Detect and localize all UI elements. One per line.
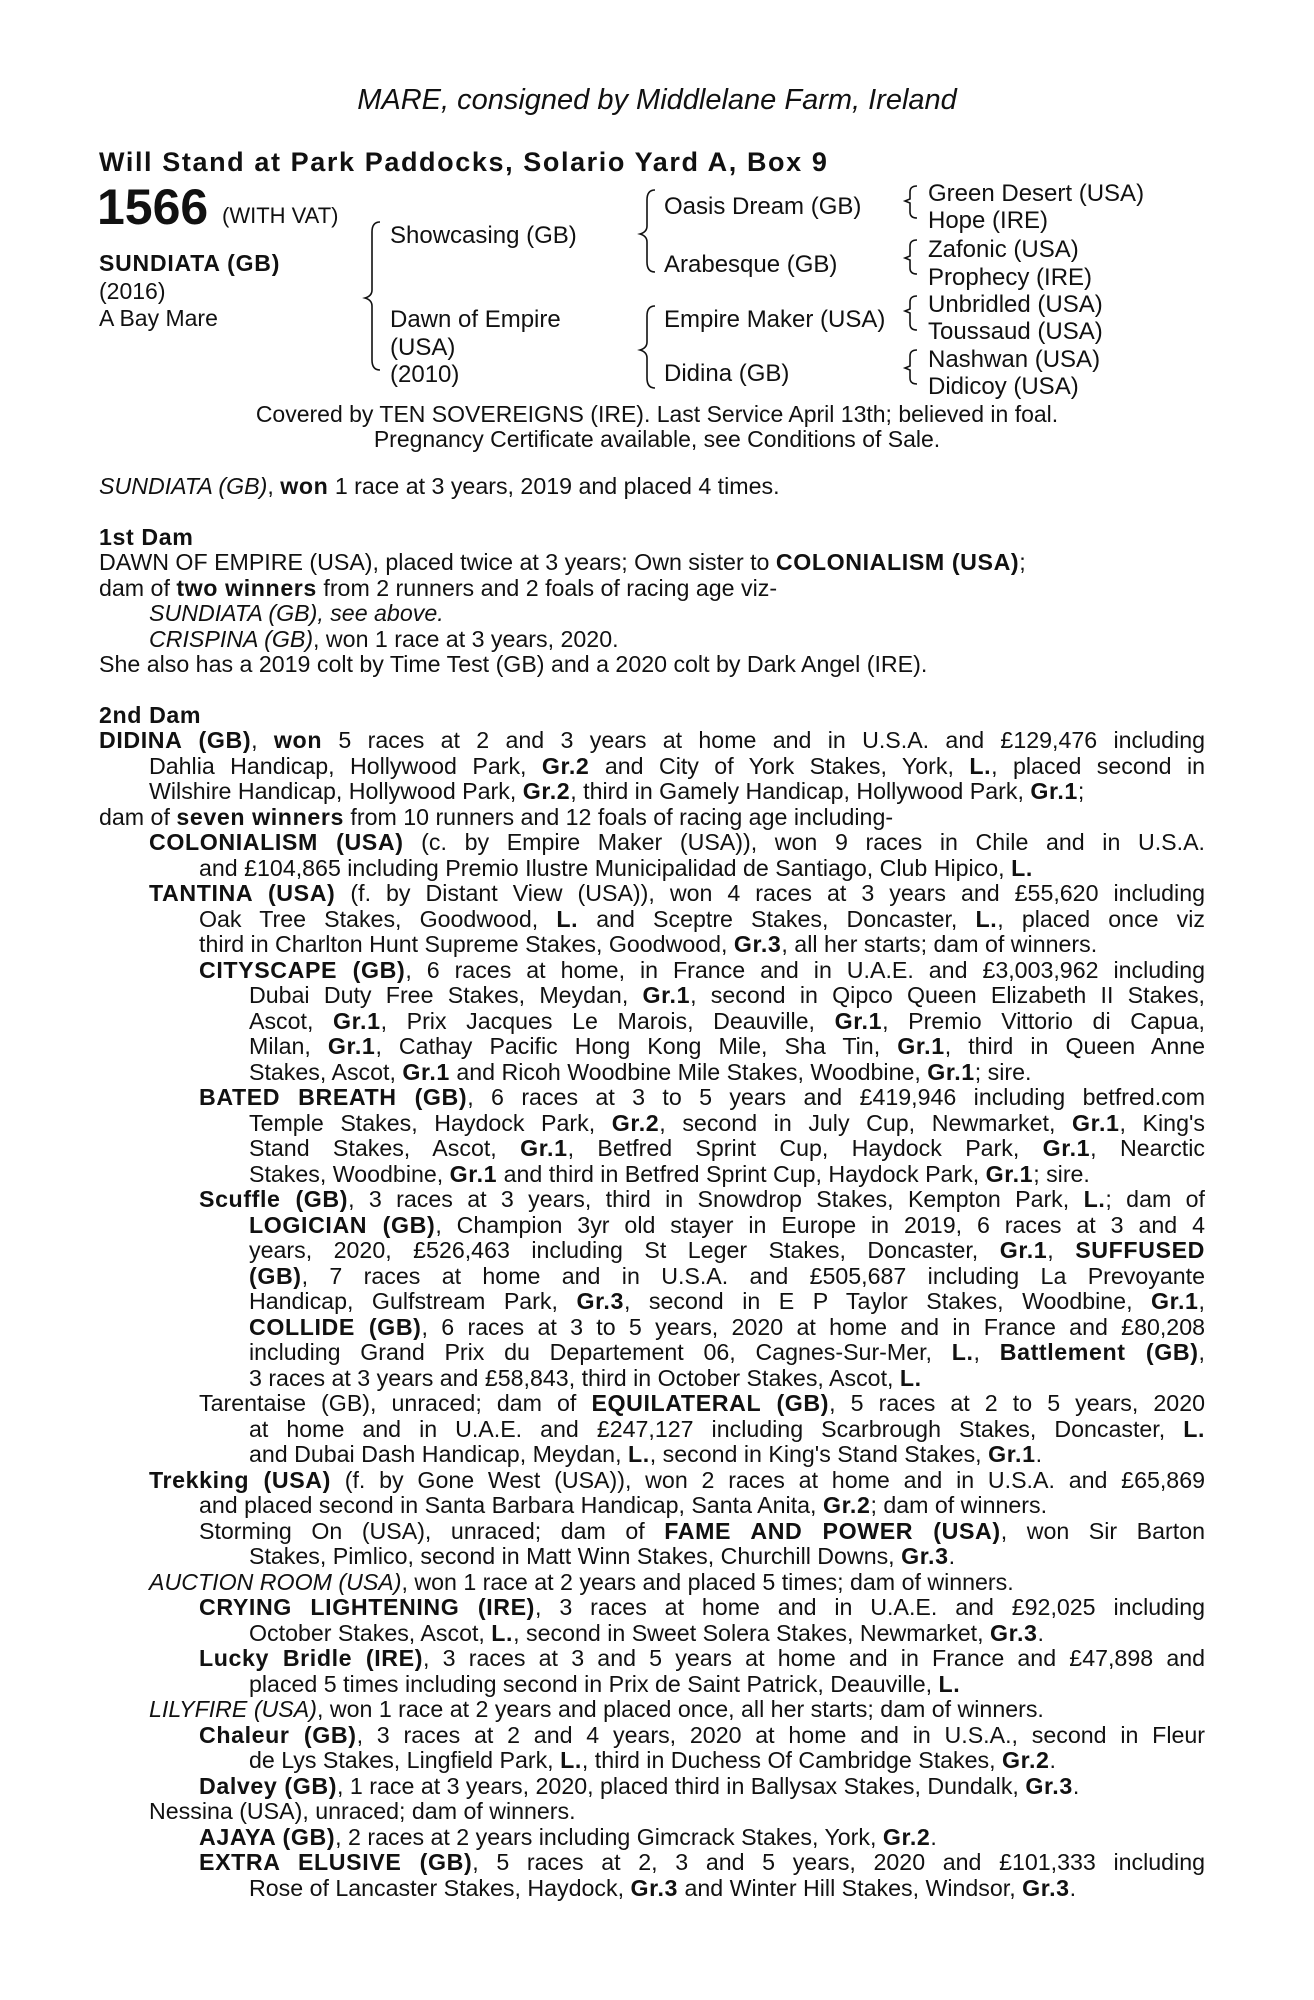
record-text: , Prix Jacques Le Marois, Deauville,: [380, 1007, 835, 1034]
record-line: [99, 550, 1205, 576]
record-line: [99, 1825, 1205, 1851]
record-text: Stand Stakes, Ascot,: [249, 1135, 521, 1161]
record-text: COLLIDE (GB): [249, 1313, 422, 1340]
lot-number: 1566: [97, 179, 209, 235]
record-text: Storming On (USA), unraced; dam of: [199, 1517, 665, 1544]
record-text: Stakes, Woodbine,: [249, 1160, 450, 1187]
record-text: , placed once viz: [997, 905, 1206, 932]
pedigree-g7: Nashwan (USA): [928, 346, 1101, 373]
record-line: [99, 1085, 1205, 1111]
record-text: L.: [899, 1364, 922, 1391]
record-text: ;: [1077, 778, 1085, 804]
record-text: .: [1069, 1874, 1077, 1901]
horse-name: SUNDIATA (GB): [99, 250, 281, 276]
record-line: [99, 1697, 1205, 1723]
record-text: and placed second in Santa Barbara Handicap, Santa Anita,: [199, 1492, 823, 1518]
record-text: including Grand Prix du Departement 06, Cagnes-Sur-Mer,: [249, 1339, 952, 1365]
pedigree-g2: Hope (IRE): [928, 207, 1049, 234]
record-text: , 7 races at home and in U.S.A. and £505,687 including La Prevoyante: [301, 1262, 1205, 1289]
record-text: won: [273, 727, 323, 753]
record-text: Gr.1: [333, 1007, 381, 1034]
record-text: , third in Duchess Of Cambridge Stakes,: [581, 1747, 1003, 1773]
record-text: and £104,865 including Premio Ilustre Municipalidad de Santiago, Club Hipico,: [199, 854, 1012, 881]
record-text: (GB): [249, 1262, 302, 1289]
record-text: (f. by Distant View (USA)), won 4 races at 3 years and £55,620 including: [335, 880, 1206, 906]
record-line: [99, 1391, 1205, 1417]
record-text: , won 1 race at 2 years and placed 5 times; dam of winners.: [401, 1568, 1014, 1595]
record-line: [99, 1187, 1205, 1213]
record-line: [99, 1544, 1205, 1570]
record-text: Gr.3: [989, 1619, 1038, 1646]
pedigree-dam-dam: Didina (GB): [664, 360, 790, 387]
record-text: .: [930, 1823, 937, 1850]
pedigree-g5: Unbridled (USA): [928, 291, 1103, 318]
pedigree-sire-sire: Oasis Dream (GB): [664, 193, 862, 220]
record-text: AJAYA (GB): [199, 1823, 336, 1850]
record-text: COLONIALISM (USA): [775, 549, 1020, 575]
pedigree-g1: Green Desert (USA): [928, 180, 1145, 207]
record-text: and Dubai Dash Handicap, Meydan,: [249, 1441, 628, 1467]
record-line: [99, 1289, 1205, 1315]
record-text: She also has a 2019 colt by Time Test (GB) and a 2020 colt by Dark Angel (IRE).: [99, 651, 928, 677]
pedigree-g6: Toussaud (USA): [928, 318, 1103, 345]
record-text: Gr.1: [449, 1160, 498, 1187]
vat-note: (WITH VAT): [222, 203, 339, 228]
record-text: CRISPINA (GB): [149, 625, 314, 652]
record-text: SUNDIATA (GB): [149, 600, 318, 626]
record-text: , see above.: [317, 600, 444, 626]
record-text: L.: [1011, 854, 1033, 881]
record-text: and Sceptre Stakes, Doncaster,: [578, 905, 976, 932]
record-line: [99, 958, 1205, 984]
record-text: Gr.2: [822, 1492, 871, 1518]
record-text: Gr.3: [576, 1288, 624, 1314]
record-text: October Stakes, Ascot,: [249, 1619, 492, 1646]
horse-year: (2016): [99, 278, 166, 304]
record-line: [99, 1060, 1205, 1086]
record-line: [99, 1799, 1205, 1825]
record-text: Gr.1: [1042, 1135, 1091, 1161]
record-line: [99, 1213, 1205, 1239]
record-text: , third in Gamely Handicap, Hollywood Park,: [570, 778, 1031, 804]
pedigree-dam-line-1: Dawn of Empire: [390, 306, 561, 333]
record-text: , 3 races at 3 years, third in Snowdrop Stakes, Kempton Park,: [348, 1186, 1084, 1212]
record-text: placed 5 times including second in Prix de Saint Patrick, Deauville,: [249, 1670, 939, 1697]
record-text: , 2 races at 2 years including Gimcrack Stakes, York,: [335, 1823, 883, 1850]
record-line: [99, 1748, 1205, 1774]
stand-location: Will Stand at Park Paddocks, Solario Yard A, Box 9: [99, 147, 829, 177]
record-text: Gr.1: [985, 1160, 1034, 1187]
record-text: , 3 races at home and in U.A.E. and £92,025 including: [534, 1594, 1205, 1620]
pedigree-sire: Showcasing (GB): [390, 222, 577, 249]
record-text: Gr.1: [927, 1058, 975, 1085]
record-text: , won 1 race at 2 years and placed once, all her starts; dam of winners.: [316, 1696, 1044, 1722]
record-text: ,: [267, 473, 281, 499]
record-text: third in Charlton Hunt Supreme Stakes, Goodwood,: [199, 931, 734, 957]
record-line: [99, 779, 1205, 805]
pedigree-g8: Didicoy (USA): [928, 373, 1079, 400]
record-text: , 1 race at 3 years, 2020, placed third in Ballysax Stakes, Dundalk,: [337, 1772, 1026, 1799]
record-text: Gr.1: [520, 1135, 568, 1161]
record-text: Trekking (USA): [149, 1466, 331, 1493]
record-line: [99, 1774, 1205, 1800]
record-text: Gr.3: [733, 931, 782, 957]
record-text: at home and in U.A.E. and £247,127 including Scarbrough Stakes, Doncaster,: [249, 1415, 1184, 1442]
record-text: BATED BREATH (GB): [199, 1084, 468, 1110]
record-line: [99, 1519, 1205, 1545]
record-text: .: [948, 1543, 956, 1569]
pedigree-sire-dam: Arabesque (GB): [664, 251, 838, 278]
record-text: , Cathay Pacific Hong Kong Mile, Sha Tin,: [375, 1033, 898, 1059]
record-text: from 10 runners and 12 foals of racing age including-: [343, 803, 894, 830]
record-text: SUFFUSED: [1075, 1237, 1205, 1263]
record-text: ; dam of: [1105, 1186, 1205, 1212]
record-line: [99, 1850, 1205, 1876]
record-line: [99, 627, 1205, 653]
record-text: Gr.1: [1030, 778, 1078, 804]
record-text: Gr.2: [541, 752, 590, 779]
record-text: Milan,: [249, 1033, 328, 1059]
record-text: years, 2020, £526,463 including St Leger Stakes, Doncaster,: [249, 1237, 1000, 1263]
record-line: [99, 1009, 1205, 1035]
record-line: [99, 1876, 1205, 1902]
record-line: [99, 1238, 1205, 1264]
record-line: [99, 754, 1205, 780]
record-text: L.: [627, 1441, 650, 1467]
record-text: , 6 races at 3 to 5 years and £419,946 including betfred.com: [467, 1084, 1206, 1110]
pedigree-dam-line-3: (2010): [390, 361, 460, 388]
record-line: [99, 881, 1205, 907]
record-text: .: [1072, 1772, 1080, 1799]
record-text: .: [1035, 1441, 1043, 1467]
record-line: [99, 525, 1205, 551]
record-line: [99, 1570, 1205, 1596]
record-text: Rose of Lancaster Stakes, Haydock,: [249, 1874, 631, 1901]
record-text: LILYFIRE (USA): [149, 1696, 317, 1722]
record-text: , Premio Vittorio di Capua,: [882, 1007, 1205, 1034]
record-text: Stakes, Pimlico, second in Matt Winn Stakes, Churchill Downs,: [249, 1543, 902, 1569]
record-text: DIDINA (GB): [99, 727, 252, 753]
record-line: [99, 1034, 1205, 1060]
record-text: Gr.3: [1025, 1772, 1073, 1799]
record-text: Gr.2: [611, 1109, 660, 1136]
record-text: Scuffle (GB): [199, 1186, 349, 1212]
record-text: , placed second in: [991, 752, 1205, 779]
record-text: dam of: [99, 574, 177, 601]
spacer: [99, 678, 1205, 703]
record-line: [99, 1417, 1205, 1443]
record-text: Gr.3: [630, 1874, 679, 1901]
record-text: L.: [969, 752, 992, 779]
record-text: , 6 races at 3 to 5 years, 2020 at home and in France and £80,208: [421, 1313, 1205, 1340]
record-text: and Winter Hill Stakes, Windsor,: [678, 1874, 1023, 1901]
record-line: [99, 983, 1205, 1009]
record-line: [99, 474, 1205, 500]
record-text: L.: [491, 1619, 514, 1646]
record-line: [99, 652, 1205, 678]
record-text: won: [280, 473, 329, 499]
record-text: Gr.1: [1151, 1288, 1199, 1314]
record-line: [99, 805, 1205, 831]
record-text: Ascot,: [249, 1007, 334, 1034]
record-text: Dubai Duty Free Stakes, Meydan,: [249, 982, 643, 1008]
record-text: Gr.1: [988, 1441, 1036, 1467]
record-text: , all her starts; dam of winners.: [781, 931, 1098, 957]
record-text: , King's: [1119, 1109, 1205, 1136]
record-text: .: [1037, 1619, 1044, 1646]
record-line: [99, 728, 1205, 754]
record-line: [99, 1646, 1205, 1672]
record-text: LOGICIAN (GB): [249, 1211, 436, 1238]
record-line: [99, 1442, 1205, 1468]
record-line: [99, 1111, 1205, 1137]
record-text: Dalvey (GB): [199, 1772, 338, 1799]
record-text: Gr.2: [1002, 1747, 1050, 1773]
record-text: , 6 races at home, in France and in U.A.E. and £3,003,962 including: [405, 956, 1205, 983]
record-text: ,: [251, 727, 274, 753]
record-text: L.: [1083, 1186, 1106, 1212]
record-line: [99, 601, 1205, 627]
record-text: , third in Queen Anne: [944, 1033, 1206, 1059]
record-text: L.: [951, 1339, 974, 1365]
record-text: , won 1 race at 3 years, 2020.: [313, 625, 619, 652]
record-text: ,: [973, 1339, 1000, 1365]
record-text: two winners: [176, 574, 317, 601]
record-text: , 3 races at 3 and 5 years at home and in France and £47,898 and: [423, 1645, 1206, 1671]
horse-colour: A Bay Mare: [99, 305, 218, 331]
record-text: Handicap, Gulfstream Park,: [249, 1288, 577, 1314]
record-text: (c. by Empire Maker (USA)), won 9 races in Chile and in U.S.A.: [403, 829, 1205, 855]
record-text: .: [1049, 1747, 1056, 1773]
record-text: EQUILATERAL (GB): [591, 1390, 830, 1416]
certificate-note: Pregnancy Certificate available, see Conditions of Sale.: [373, 426, 941, 452]
record-text: , Betfred Sprint Cup, Haydock Park,: [567, 1135, 1043, 1161]
record-text: 5 races at 2 and 3 years at home and in U.S.A. and £129,476 including: [322, 727, 1205, 753]
record-text: , Champion 3yr old stayer in Europe in 2019, 6 races at 3 and 4: [435, 1211, 1205, 1238]
record-text: and City of York Stakes, York,: [589, 752, 970, 779]
record-line: [99, 830, 1205, 856]
record-text: and third in Betfred Sprint Cup, Haydock Park,: [497, 1160, 986, 1187]
record-text: Lucky Bridle (IRE): [199, 1645, 424, 1671]
record-text: de Lys Stakes, Lingfield Park,: [249, 1747, 561, 1773]
record-line: [99, 1723, 1205, 1749]
record-line: [99, 856, 1205, 882]
record-line: [99, 1366, 1205, 1392]
record-text: , second in King's Stand Stakes,: [649, 1441, 989, 1467]
record-text: 2nd Dam: [99, 701, 202, 728]
record-text: CRYING LIGHTENING (IRE): [199, 1594, 535, 1620]
record-text: , Nearctic: [1090, 1135, 1205, 1161]
record-text: 1 race at 3 years, 2019 and placed 4 times.: [328, 473, 780, 499]
record-text: Oak Tree Stakes, Goodwood,: [199, 905, 557, 932]
record-text: Gr.2: [522, 778, 571, 804]
record-line: [99, 932, 1205, 958]
record-text: , second in E P Taylor Stakes, Woodbine,: [623, 1288, 1152, 1314]
record-text: Tarentaise (GB), unraced; dam of: [199, 1390, 592, 1416]
record-text: , second in July Cup, Newmarket,: [659, 1109, 1072, 1136]
record-line: [99, 1672, 1205, 1698]
produce-record: [99, 474, 1205, 1901]
record-text: Wilshire Handicap, Hollywood Park,: [149, 778, 523, 804]
record-text: ,: [1047, 1237, 1076, 1263]
record-text: FAME AND POWER (USA): [664, 1517, 1001, 1544]
record-text: COLONIALISM (USA): [149, 829, 404, 855]
record-text: ,: [1198, 1288, 1205, 1314]
record-text: , second in Sweet Solera Stakes, Newmarket,: [513, 1619, 990, 1646]
record-line: [99, 1340, 1205, 1366]
record-text: L.: [975, 905, 998, 932]
record-text: Gr.1: [327, 1033, 376, 1059]
record-text: TANTINA (USA): [149, 880, 336, 906]
record-text: ; dam of winners.: [870, 1492, 1048, 1518]
record-text: L.: [560, 1747, 582, 1773]
record-text: 1st Dam: [99, 523, 194, 550]
record-text: , 5 races at 2, 3 and 5 years, 2020 and £101,333 including: [472, 1849, 1205, 1875]
record-line: [99, 576, 1205, 602]
record-text: ; sire.: [1033, 1160, 1090, 1187]
record-line: [99, 1595, 1205, 1621]
record-text: and Ricoh Woodbine Mile Stakes, Woodbine,: [449, 1058, 928, 1085]
record-text: , second in Qipco Queen Elizabeth II Stakes,: [690, 982, 1205, 1008]
record-text: Gr.3: [1022, 1874, 1070, 1901]
record-text: ; sire.: [974, 1058, 1032, 1085]
record-text: L.: [938, 1670, 961, 1697]
record-line: [99, 1162, 1205, 1188]
record-text: , 5 races at 2 to 5 years, 2020: [829, 1390, 1205, 1416]
record-text: L.: [1183, 1415, 1205, 1442]
record-text: dam of: [99, 803, 177, 830]
record-text: Chaleur (GB): [199, 1721, 357, 1748]
record-line: [99, 1468, 1205, 1494]
record-text: SUNDIATA (GB): [99, 473, 268, 499]
record-line: [99, 907, 1205, 933]
record-text: Gr.1: [402, 1058, 450, 1085]
record-text: Temple Stakes, Haydock Park,: [249, 1109, 612, 1136]
record-text: Nessina (USA), unraced; dam of winners.: [149, 1798, 576, 1824]
pedigree-dam-sire: Empire Maker (USA): [664, 306, 886, 333]
record-text: Battlement (GB): [999, 1339, 1199, 1365]
record-text: Gr.1: [642, 982, 691, 1008]
record-text: , won Sir Barton: [1000, 1517, 1205, 1544]
record-line: [99, 1136, 1205, 1162]
record-line: [99, 1621, 1205, 1647]
record-text: (f. by Gone West (USA)), won 2 races at home and in U.S.A. and £65,869: [330, 1466, 1205, 1493]
record-text: Gr.3: [901, 1543, 949, 1569]
spacer: [99, 500, 1205, 525]
record-text: CITYSCAPE (GB): [199, 956, 406, 983]
record-text: from 2 runners and 2 foals of racing age viz-: [316, 574, 778, 601]
record-text: ;: [1019, 549, 1026, 575]
record-line: [99, 1264, 1205, 1290]
record-text: Gr.1: [834, 1007, 883, 1034]
record-text: Gr.1: [999, 1237, 1048, 1263]
pedigree-brackets: [0, 0, 1314, 420]
record-text: Gr.2: [882, 1823, 931, 1850]
record-line: [99, 1493, 1205, 1519]
record-text: L.: [556, 905, 579, 932]
record-text: AUCTION ROOM (USA): [149, 1568, 402, 1595]
pedigree-g3: Zafonic (USA): [928, 236, 1079, 263]
record-text: Dahlia Handicap, Hollywood Park,: [149, 752, 542, 779]
pedigree-dam-line-2: (USA): [390, 334, 456, 361]
record-text: Stakes, Ascot,: [249, 1058, 403, 1085]
record-text: Gr.1: [897, 1033, 945, 1059]
record-text: Gr.1: [1072, 1109, 1120, 1136]
record-line: [99, 703, 1205, 729]
record-text: EXTRA ELUSIVE (GB): [199, 1849, 473, 1875]
record-text: DAWN OF EMPIRE (USA), placed twice at 3 years; Own sister to: [99, 549, 776, 575]
record-text: 3 races at 3 years and £58,843, third in October Stakes, Ascot,: [249, 1364, 900, 1391]
record-text: seven winners: [176, 803, 344, 830]
covered-note: Covered by TEN SOVEREIGNS (IRE). Last Service April 13th; believed in foal.: [255, 401, 1059, 427]
consignor-header: MARE, consigned by Middlelane Farm, Ireland: [357, 84, 957, 116]
pedigree-g4: Prophecy (IRE): [928, 264, 1093, 291]
record-text: ,: [1198, 1339, 1205, 1365]
record-line: [99, 1315, 1205, 1341]
record-text: , 3 races at 2 and 4 years, 2020 at home and in U.S.A., second in Fleur: [356, 1721, 1206, 1748]
